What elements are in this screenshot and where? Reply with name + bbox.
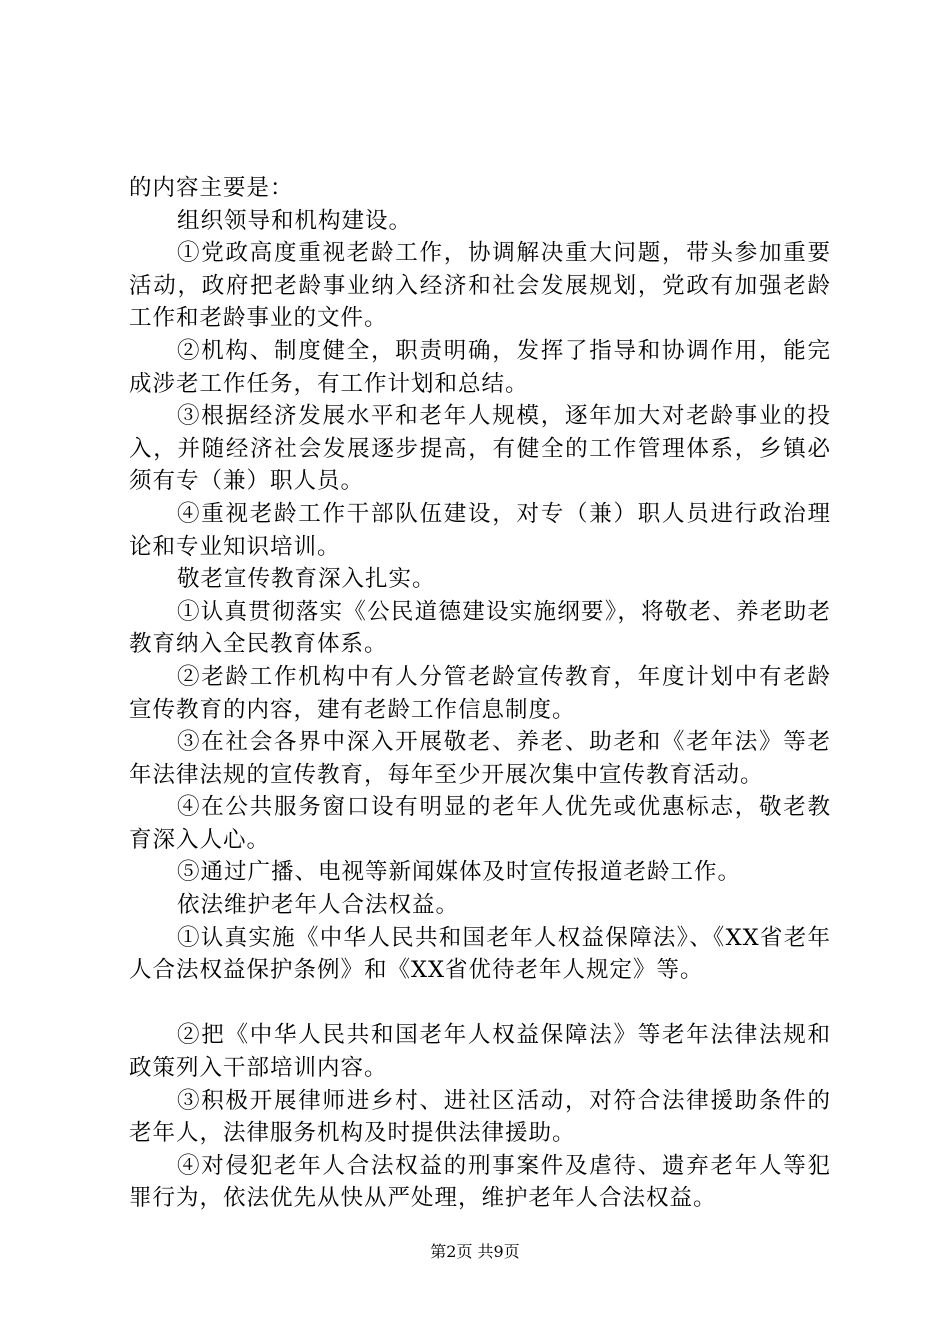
list-item: ④重视老龄工作干部队伍建设，对专（兼）职人员进行政治理论和专业知识培训。 — [129, 500, 831, 560]
list-item: ②把《中华人民共和国老年人权益保障法》等老年法律法规和政策列入干部培训内容。 — [129, 1022, 831, 1082]
page-footer: 第2页 共9页 — [430, 1242, 520, 1261]
list-item: ④在公共服务窗口设有明显的老年人优先或优惠标志，敬老教育深入人心。 — [129, 794, 831, 853]
list-item: ②机构、制度健全，职责明确，发挥了指导和协调作用，能完成涉老工作任务，有工作计划和总结。 — [129, 337, 831, 397]
list-item: ②老龄工作机构中有人分管老龄宣传教育，年度计划中有老龄宣传教育的内容，建有老龄工作信息制度。 — [129, 663, 831, 723]
paragraph-continuation: 的内容主要是： — [129, 175, 294, 201]
list-item: ①认真贯彻落实《公民道德建设实施纲要》，将敬老、养老助老教育纳入全民教育体系。 — [129, 598, 831, 658]
list-item: ⑤通过广播、电视等新闻媒体及时宣传报道老龄工作。 — [177, 859, 742, 886]
blank-line — [129, 987, 831, 1020]
document-body — [129, 172, 831, 1215]
section-heading: 敬老宣传教育深入扎实。 — [177, 566, 436, 593]
list-item: ③根据经济发展水平和老年人规模，逐年加大对老龄事业的投入，并随经济社会发展逐步提高，有健全的工作管理体系，乡镇必须有专（兼）职人员。 — [129, 403, 831, 495]
list-item: ④对侵犯老年人合法权益的刑事案件及虐待、遗弃老年人等犯罪行为，依法优先从快从严处理，维护老年人合法权益。 — [129, 1152, 831, 1212]
section-heading: 组织领导和机构建设。 — [177, 207, 413, 234]
list-item: ③积极开展律师进乡村、进社区活动，对符合法律援助条件的老年人，法律服务机构及时提供法律援助。 — [129, 1087, 831, 1147]
list-item: ③在社会各界中深入开展敬老、养老、助老和《老年法》等老年法律法规的宣传教育，每年至少开展次集中宣传教育活动。 — [129, 729, 831, 788]
list-item: ①党政高度重视老龄工作，协调解决重大问题，带头参加重要活动，政府把老龄事业纳入经济和社会发展规划，党政有加强老龄工作和老龄事业的文件。 — [129, 240, 831, 332]
section-heading: 依法维护老年人合法权益。 — [177, 892, 460, 919]
list-item: ①认真实施《中华人民共和国老年人权益保障法》、《XX省老年人合法权益保护条例》和《XX省优待老年人规定》等。 — [129, 924, 831, 984]
